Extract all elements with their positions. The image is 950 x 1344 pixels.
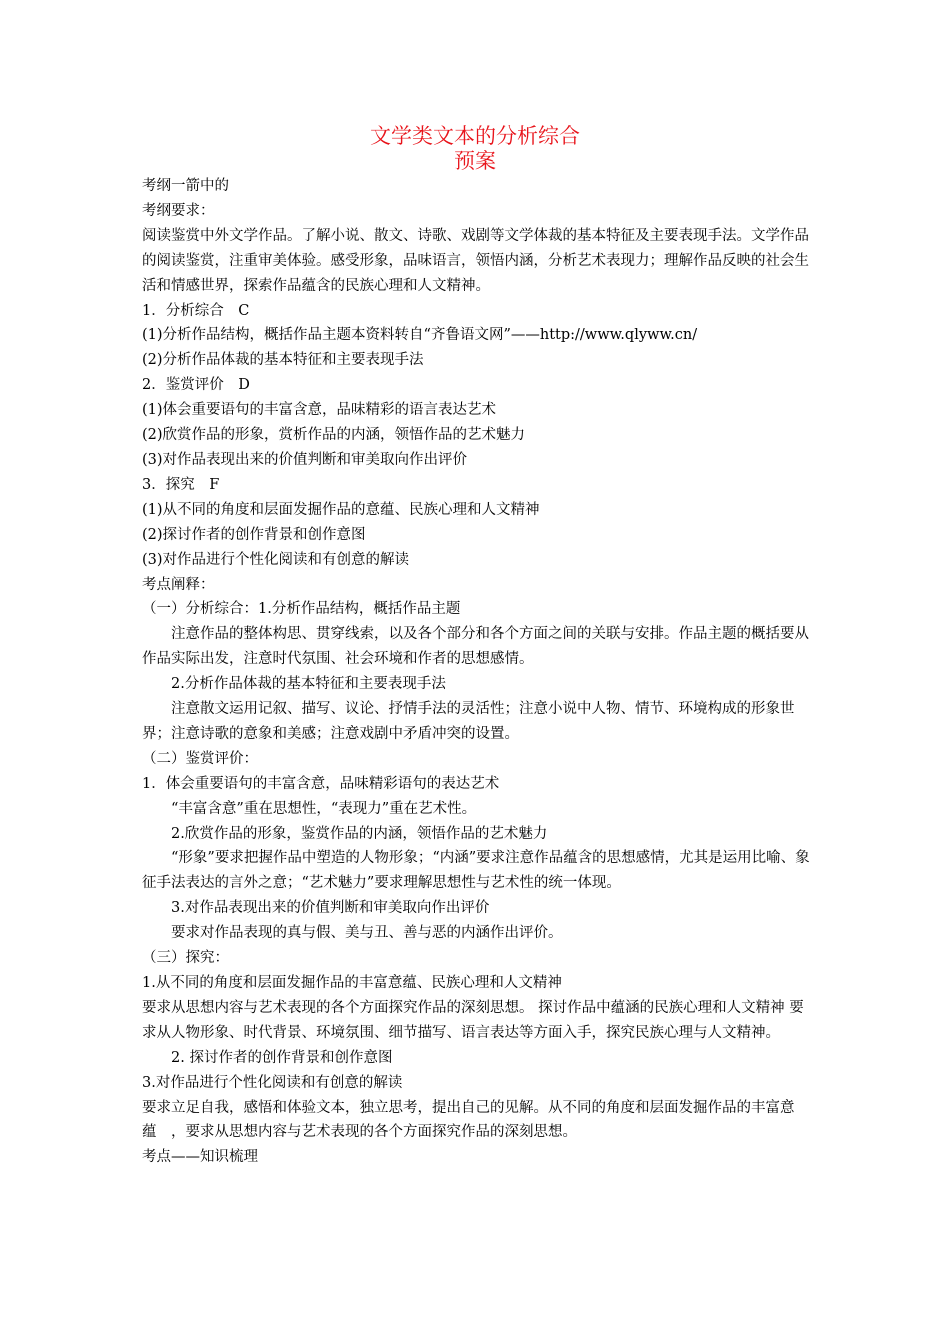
paragraph: 2．鉴赏评价 D (142, 377, 250, 394)
paragraph: (1)分析作品结构，概括作品主题本资料转自“齐鲁语文网”——http://www.qlyww.cn/ (142, 327, 698, 344)
paragraph: 1.从不同的角度和层面发掘作品的丰富意蕴、民族心理和人文精神 (142, 975, 562, 991)
paragraph: (3)对作品进行个性化阅读和有创意的解读 (142, 551, 410, 568)
paragraph: (2)分析作品体裁的基本特征和主要表现手法 (142, 352, 424, 369)
paragraph: 考点阐释： (142, 576, 215, 593)
paragraph: 要求对作品表现的真与假、美与丑、善与恶的内涵作出评价。 (171, 925, 563, 942)
paragraph: 阅读鉴赏中外文学作品。了解小说、散文、诗歌、戏剧等文学体裁的基本特征及主要表现手法。文学作品的阅读鉴赏，注重审美体验。感受形象，品味语言，领悟内涵，分析艺术表现力；理解作品反映的社会生活和情感世界，探索作品蕴含的民族心理和人文精神。 (142, 227, 809, 294)
paragraph: 考点——知识梳理 (142, 1149, 258, 1166)
paragraph: 3．探究 F (142, 476, 220, 493)
paragraph: (3)对作品表现出来的价值判断和审美取向作出评价 (142, 451, 468, 468)
paragraph: “丰富含意”重在思想性，“表现力”重在艺术性。 (171, 800, 477, 817)
paragraph: 2. 探讨作者的创作背景和创作意图 (171, 1049, 393, 1066)
paragraph: 考纲一箭中的 (142, 178, 229, 194)
paragraph: （一）分析综合：1.分析作品结构，概括作品主题 (142, 601, 461, 618)
paragraph: (2)欣赏作品的形象，赏析作品的内涵，领悟作品的艺术魅力 (142, 427, 526, 444)
document-subtitle: 预案 (454, 149, 496, 173)
paragraph: 要求立足自我，感悟和体验文本，独立思考，提出自己的见解。从不同的角度和层面发掘作品的丰富意蕴 ，要求从思想内容与艺术表现的各个方面探究作品的深刻思想。 (142, 1099, 795, 1141)
paragraph: 要求从思想内容与艺术表现的各个方面探究作品的深刻思想。 探讨作品中蕴涵的民族心理和人文精神 要求从人物形象、时代背景、环境氛围、细节描写、语言表达等方面入手，探究民族心理与人文精神。 (142, 999, 804, 1041)
document-body (142, 174, 812, 1170)
paragraph: 2.分析作品体裁的基本特征和主要表现手法 (171, 676, 446, 693)
paragraph: 2.欣赏作品的形象，鉴赏作品的内涵，领悟作品的艺术魅力 (171, 825, 548, 842)
paragraph: （三）探究： (142, 950, 229, 967)
paragraph: (2)探讨作者的创作背景和创作意图 (142, 526, 366, 543)
paragraph: 1．体会重要语句的丰富含意，品味精彩语句的表达艺术 (142, 775, 500, 792)
paragraph: “形象”要求把握作品中塑造的人物形象；“内涵”要求注意作品蕴含的思想感情，尤其是运用比喻、象征手法表达的言外之意；“艺术魅力”要求理解思想性与艺术性的统一体现。 (142, 850, 810, 892)
paragraph: (1)体会重要语句的丰富含意，品味精彩的语言表达艺术 (142, 402, 497, 419)
paragraph: 注意作品的整体构思、贯穿线索，以及各个部分和各个方面之间的关联与安排。作品主题的概括要从作品实际出发，注意时代氛围、社会环境和作者的思想感情。 (142, 626, 809, 668)
paragraph: 1．分析综合 C (142, 302, 250, 319)
paragraph: 3.对作品进行个性化阅读和有创意的解读 (142, 1074, 403, 1091)
document-title: 文学类文本的分析综合 (370, 124, 580, 148)
paragraph: 考纲要求： (142, 202, 215, 219)
paragraph: 3.对作品表现出来的价值判断和审美取向作出评价 (171, 900, 490, 917)
paragraph: （二）鉴赏评价： (142, 750, 258, 767)
paragraph: (1)从不同的角度和层面发掘作品的意蕴、民族心理和人文精神 (142, 501, 540, 518)
paragraph: 注意散文运用记叙、描写、议论、抒情手法的灵活性；注意小说中人物、情节、环境构成的形象世界；注意诗歌的意象和美感；注意戏剧中矛盾冲突的设置。 (142, 701, 795, 742)
